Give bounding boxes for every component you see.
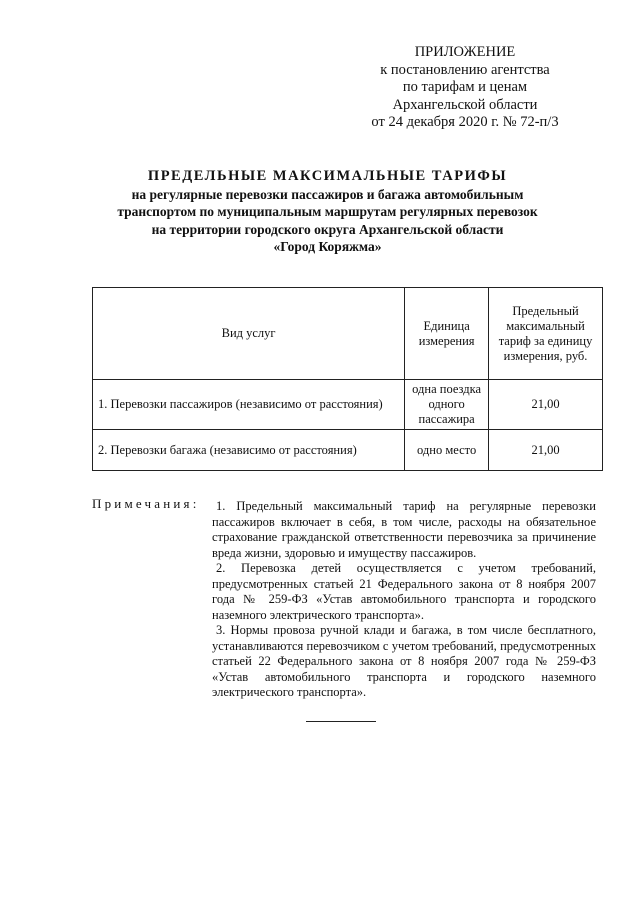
title-line: «Город Коряжма» — [273, 239, 382, 254]
title-line: транспортом по муниципальным маршрутам регулярных перевозок — [117, 204, 538, 219]
appendix-heading: ПРИЛОЖЕНИЕ — [414, 44, 516, 60]
document-title — [60, 168, 595, 256]
notes-list — [212, 499, 596, 701]
note-item: 1. Предельный максимальный тариф на регулярные перевозки пассажиров включает в себя, в том числе, расходы на обязательное страхование гражданской ответственности перевозчика за причинение вреда жизни, здоровью и имуществу пассажиров. — [212, 499, 596, 560]
appendix-line: Архангельской области — [392, 96, 538, 113]
header-tariff: Предельный максимальный тариф за единицу измерения, руб. — [489, 288, 603, 380]
row-service: 1. Перевозки пассажиров (независимо от расстояния) — [93, 380, 405, 430]
table-row — [93, 430, 603, 471]
row-tariff: 21,00 — [489, 380, 603, 430]
row-service: 2. Перевозки багажа (независимо от расстояния) — [93, 430, 405, 471]
note-item: 3. Нормы провоза ручной клади и багажа, в том числе бесплатного, устанавливаются перевозчиком с учетом требований, предусмотренных статьей 22 Федерального закона от 8 ноября 2007 года № 259-ФЗ «Устав автомобильного транспорта и городского наземного электрического транспорта». — [212, 623, 596, 699]
header-unit: Единица измерения — [405, 288, 489, 380]
appendix-line: к постановлению агентства — [380, 61, 550, 78]
table-header-row — [93, 288, 603, 380]
appendix-header — [340, 44, 590, 132]
table-row — [93, 380, 603, 430]
row-unit: одно место — [405, 430, 489, 471]
row-unit: одна поездка одного пассажира — [405, 380, 489, 430]
title-main: ПРЕДЕЛЬНЫЕ МАКСИМАЛЬНЫЕ ТАРИФЫ — [147, 168, 508, 184]
appendix-line: по тарифам и ценам — [402, 79, 528, 95]
row-tariff: 21,00 — [489, 430, 603, 471]
tariff-table — [92, 287, 603, 471]
title-line: на регулярные перевозки пассажиров и багажа автомобильным — [131, 186, 524, 202]
header-service: Вид услуг — [93, 288, 405, 380]
title-line: на территории городского округа Архангельской области — [151, 221, 504, 237]
note-item: 2. Перевозка детей осуществляется с учетом требований, предусмотренных статьей 21 Федерального закона от 8 ноября 2007 года № 259-ФЗ «Устав автомобильного транспорта и городского наземного электрического транспорта». — [212, 561, 596, 622]
closing-line — [306, 721, 376, 722]
appendix-line: от 24 декабря 2020 г. № 72-п/3 — [371, 114, 559, 130]
notes-label: Примечания: — [92, 496, 200, 511]
